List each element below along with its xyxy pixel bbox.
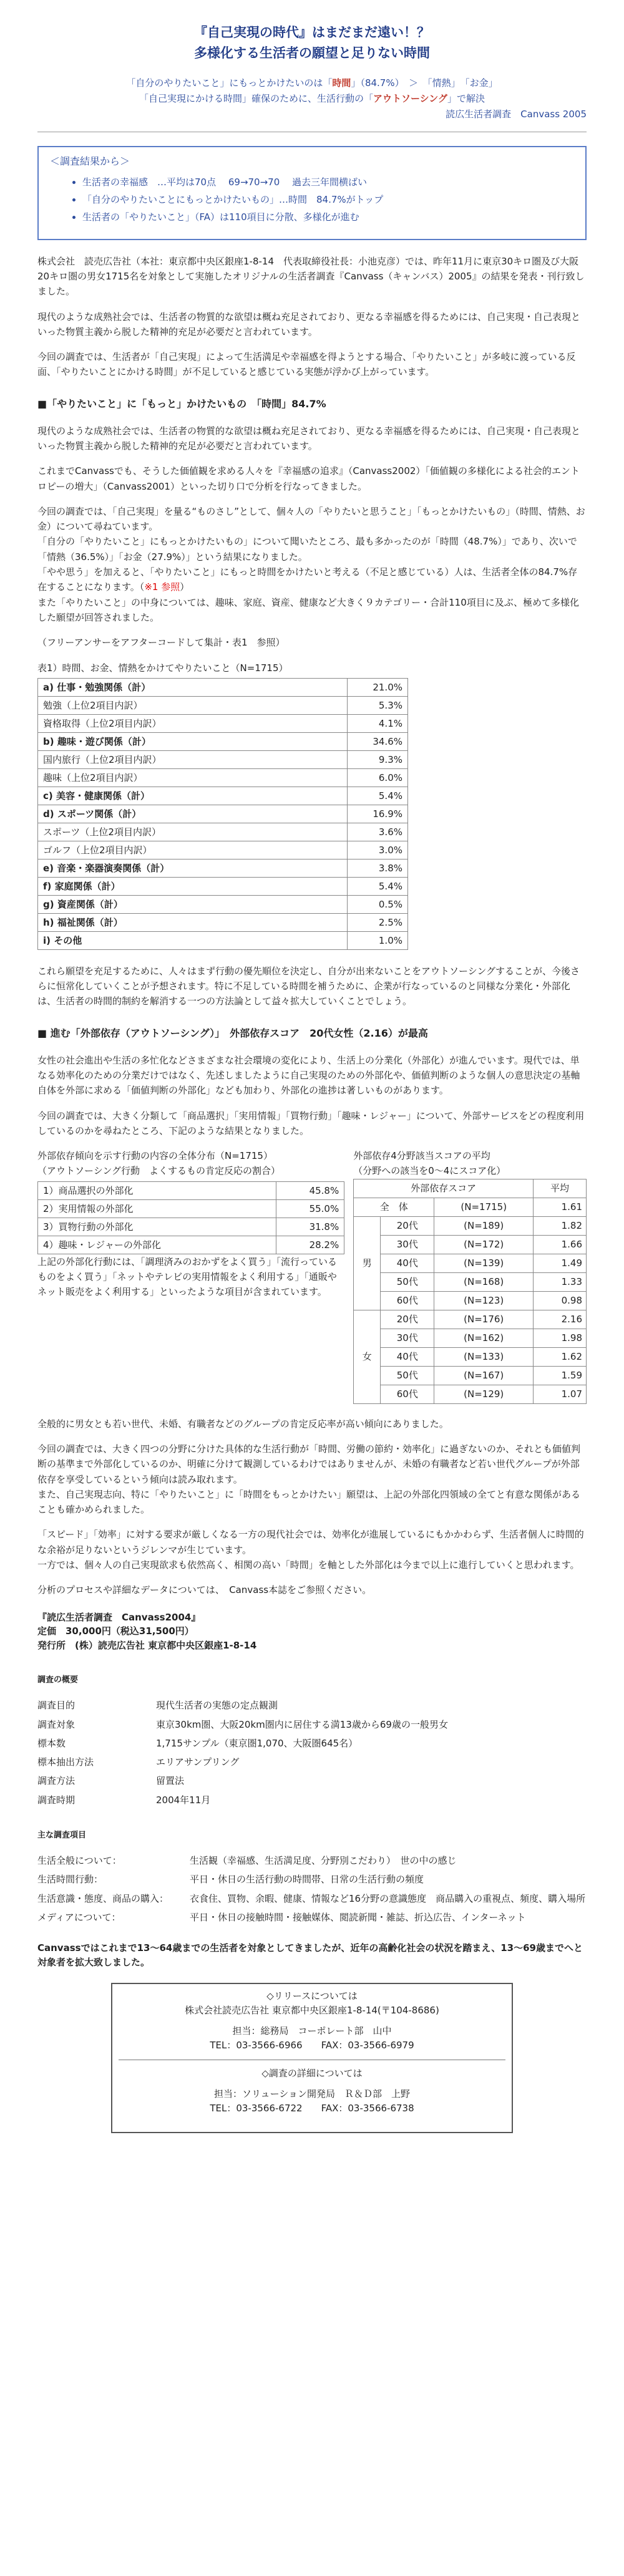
body-text: 「自分の「やりたいこと」にもっとかけたいもの」について聞いたところ、最も多かったのが「時間（48.7%）」であり、次いで「情熱（36.5%）」「お金（27.9%）」という結果になりました。 bbox=[37, 536, 577, 563]
table-cell: 55.0% bbox=[276, 1199, 344, 1218]
table-cell: 30代 bbox=[381, 1329, 434, 1347]
overview-key: 調査対象 bbox=[37, 1718, 76, 1730]
table-row bbox=[38, 750, 408, 768]
table-cell: 資格取得（上位2項目内訳） bbox=[38, 714, 348, 732]
table-cell: 1.82 bbox=[534, 1216, 587, 1235]
contact-person: 担当：ソリューション開発局 Ｒ＆Ｄ部 上野 bbox=[214, 2088, 410, 2099]
table-row bbox=[38, 1236, 344, 1254]
score-block bbox=[353, 1148, 587, 1404]
table-cell: 0.5% bbox=[348, 895, 408, 913]
overview-value: 2004年11月 bbox=[156, 1794, 211, 1806]
section-heading-time: ■「やりたいこと」に「もっと」かけたいもの 「時間」84.7% bbox=[37, 397, 326, 410]
table-cell: 1.59 bbox=[534, 1366, 587, 1385]
table-cell: 20代 bbox=[381, 1310, 434, 1329]
item-key: 生活全般について： bbox=[37, 1855, 122, 1867]
title-line-2: 多様化する生活者の願望と足りない時間 bbox=[194, 45, 430, 61]
body-paragraph: 現代のような成熟社会では、生活者の物質的な欲望は概ね充足されており、更なる幸福感を得るためには、自己実現・自己表現といった物質主義から脱した精神的充足が必要だと言われています。 bbox=[37, 425, 581, 452]
body-paragraph bbox=[37, 1527, 587, 1572]
table-cell: 2.5% bbox=[348, 913, 408, 931]
contact-box bbox=[111, 1983, 513, 2134]
table-cell: 1.0% bbox=[348, 931, 408, 949]
table-cell: d) スポーツ関係（計） bbox=[38, 805, 348, 823]
item-key: メディアについて： bbox=[37, 1911, 121, 1923]
overview-key: 調査時期 bbox=[37, 1794, 76, 1806]
overview-value: 留置法 bbox=[156, 1775, 185, 1787]
subtitle-line-1 bbox=[37, 75, 587, 91]
table-cell: 21.0% bbox=[348, 678, 408, 696]
subtitle-highlight: アウトソーシング bbox=[373, 92, 448, 104]
closing-note: Canvassではこれまで13〜64歳までの生活者を対象としてきましたが、近年の高齢化社会の状況を踏まえ、13〜69歳までへと対象者を拡大致しました。 bbox=[37, 1942, 583, 1968]
table-cell: 5.4% bbox=[348, 877, 408, 895]
body-text: 今回の調査では、「自己実現」を量る“ものさし”として、個々人の「やりたいと思うこと」「もっとかけたいもの」（時間、情熱、お金）について尋ねています。 bbox=[37, 505, 585, 533]
table-row bbox=[38, 931, 408, 949]
table-cell: 1.49 bbox=[534, 1254, 587, 1272]
table-row bbox=[38, 787, 408, 805]
table-cell: (N=129) bbox=[434, 1385, 534, 1403]
overview-value: エリアサンプリング bbox=[156, 1756, 240, 1768]
page-title bbox=[37, 22, 587, 63]
subtitle-text: 」（84.7%） ＞ 「情熱」 「お金」 bbox=[351, 77, 498, 89]
subtitle-highlight: 時間 bbox=[332, 77, 351, 89]
table-cell: (N=139) bbox=[434, 1254, 534, 1272]
contact-heading: ◇リリースについては bbox=[266, 1990, 358, 2002]
body-text: また「やりたいこと」の中身については、趣味、家庭、資産、健康など大きく９カテゴリー・合計110項目に及ぶ、極めて多様化した願望が回答されました。 bbox=[37, 596, 580, 623]
subtitle-text: 」で解決 bbox=[447, 92, 485, 104]
item-value: 衣食住、買物、余暇、健康、情報など16分野の意識態度 商品購入の重視点、頻度、購入場所 bbox=[190, 1892, 586, 1904]
body-text: 「スピード」「効率」に対する要求が厳しくなる一方の現代社会では、効率化が進展しているにもかかわらず、生活者個人に時間的な余裕が足りないというジレンマが生じています。 bbox=[37, 1529, 584, 1556]
table-cell: 趣味（上位2項目内訳） bbox=[38, 768, 348, 787]
items-list bbox=[37, 1853, 587, 1925]
table-header: 外部依存スコア bbox=[354, 1179, 534, 1198]
wish-table bbox=[37, 678, 408, 950]
table-row bbox=[354, 1385, 587, 1403]
item-value: 平日・休日の生活行動の時間帯、日常の生活行動の頻度 bbox=[190, 1874, 424, 1886]
table-cell: 3.0% bbox=[348, 841, 408, 859]
body-paragraph: これら願望を充足するために、人々はまず行動の優先順位を決定し、自分が出来ないことをアウトソーシングすることが、今後さらに恒常化していくことが予想されます。特に不足している時間を補うために、企業が行なっているのと同様な分業化・外部化は、生活者の時間的制約を解消する一つの方法論として益々拡大していくことでしょう。 bbox=[37, 965, 580, 1007]
distribution-subcaption: （アウトソーシング行動 よくするもの肯定反応の割合） bbox=[37, 1165, 281, 1177]
item-key: 生活意識・態度、商品の購入： bbox=[37, 1892, 169, 1904]
table-cell: 4）趣味・レジャーの外部化 bbox=[38, 1236, 276, 1254]
release-contact bbox=[119, 1989, 505, 2053]
table-header: 平均 bbox=[534, 1179, 587, 1198]
table-cell: 1）商品選択の外部化 bbox=[38, 1181, 276, 1199]
body-paragraph bbox=[37, 1441, 587, 1517]
overview-value: 現代生活者の実態の定点観測 bbox=[156, 1700, 278, 1712]
table-cell: 5.3% bbox=[348, 696, 408, 714]
body-text: 一方では、個々人の自己実現欲求も依然高く、相関の高い「時間」を軸とした外部化は今まで以上に進行していくと思われます。 bbox=[37, 1559, 580, 1571]
press-release bbox=[19, 0, 605, 2158]
results-item: • 「自分のやりたいことにもっとかけたいもの」…時間 84.7%がトップ bbox=[82, 192, 574, 207]
table-cell: 45.8% bbox=[276, 1181, 344, 1199]
table-row bbox=[38, 841, 408, 859]
table-row bbox=[354, 1329, 587, 1347]
contact-person: 担当：総務局 コーポレート部 山中 bbox=[232, 2025, 392, 2037]
table-row bbox=[38, 1199, 344, 1218]
overview-value: 東京30km圏、大阪20km圏内に居住する満13歳から69歳の一般男女 bbox=[156, 1718, 448, 1730]
table-row bbox=[38, 732, 408, 750]
item-value: 平日・休日の接触時間・接触媒体、閲読新聞・雑誌、折込広告、インターネット bbox=[190, 1911, 526, 1923]
table-row bbox=[354, 1366, 587, 1385]
body-text: 今回の調査では、大きく四つの分野に分けた具体的な生活行動が「時間、労働の節約・効率化」に過ぎないのか、それとも価値判断の基準まで外部化しているのか、明確に分けて観測しているわけではありませんが、未婚の有職者など若い世代グループが外部依存を享受しているという傾向は読み取れます。 bbox=[37, 1443, 581, 1485]
publication-price: 定価 30,000円（税込31,500円） bbox=[37, 1625, 194, 1637]
items-heading: 主な調査項目 bbox=[37, 1831, 87, 1840]
intro-paragraph: 株式会社 読売広告社（本社：東京都中央区銀座1-8-14 代表取締役社長：小池克彦）では、昨年11月に東京30キロ圏及び大阪20キロ圏の男女1715名を対象として実施したオリジナルの生活者調査『Canvass（キャンバス）2005』の結果を発表・刊行致しました。 bbox=[37, 255, 585, 298]
table-row bbox=[38, 859, 408, 877]
table-cell: 全 体 bbox=[354, 1198, 434, 1216]
table-row bbox=[38, 805, 408, 823]
publication-title: 『読広生活者調査 Canvass2004』 bbox=[37, 1611, 201, 1623]
overview-key: 標本抽出方法 bbox=[37, 1756, 94, 1768]
table-cell: (N=189) bbox=[434, 1216, 534, 1235]
distribution-caption: 外部依存傾向を示す行動の内容の全体分布（N=1715） bbox=[37, 1150, 273, 1162]
overview-key: 標本数 bbox=[37, 1737, 66, 1749]
distribution-table bbox=[37, 1181, 344, 1254]
results-item: • 生活者の「やりたいこと」（FA）は110項目に分散、多様化が進む bbox=[82, 210, 574, 225]
body-paragraph: これまでCanvassでも、そうした価値観を求める人々を『幸福感の追求』（Canvass2002）「価値観の多様化による社会的エントロピーの増大」（Canvass2001）といった切り口で分析を行なってきました。 bbox=[37, 465, 580, 492]
body-paragraph: 分析のプロセスや詳細なデータについては、 Canvass本誌をご参照ください。 bbox=[37, 1584, 372, 1596]
table-row bbox=[354, 1254, 587, 1272]
table-cell: 3.6% bbox=[348, 823, 408, 841]
table-cell: 国内旅行（上位2項目内訳） bbox=[38, 750, 348, 768]
table-row bbox=[354, 1310, 587, 1329]
table-cell: 6.0% bbox=[348, 768, 408, 787]
fa-note: （フリーアンサーをアフターコードして集計・表1 参照） bbox=[37, 637, 285, 649]
table-cell: b) 趣味・遊び関係（計） bbox=[38, 732, 348, 750]
contact-heading: ◇調査の詳細については bbox=[261, 2067, 363, 2079]
title-line-1: 『自己実現の時代』はまだまだ遠い！？ bbox=[194, 25, 430, 40]
table-row bbox=[38, 696, 408, 714]
table-cell: 1.66 bbox=[534, 1235, 587, 1254]
table-cell: 60代 bbox=[381, 1385, 434, 1403]
table-row bbox=[38, 877, 408, 895]
table-cell: 16.9% bbox=[348, 805, 408, 823]
table-cell: (N=176) bbox=[434, 1310, 534, 1329]
contact-org: 株式会社読売広告社 東京都中央区銀座1-8-14(〒104-8686) bbox=[185, 2004, 439, 2016]
table-row bbox=[38, 678, 408, 696]
table-cell: 1.62 bbox=[534, 1347, 587, 1366]
section-heading-outsourcing: ■ 進む「外部依存（アウトソーシング）」 外部依存スコア 20代女性（2.16）が最高 bbox=[37, 1027, 428, 1039]
table-cell: 勉強（上位2項目内訳） bbox=[38, 696, 348, 714]
item-value: 生活観（幸福感、生活満足度、分野別こだわり） 世の中の感じ bbox=[190, 1855, 457, 1867]
publication-publisher: 発行所 (株）読売広告社 東京都中央区銀座1-8-14 bbox=[37, 1639, 257, 1651]
table-cell: 0.98 bbox=[534, 1291, 587, 1310]
table-cell: 30代 bbox=[381, 1235, 434, 1254]
table-cell: 31.8% bbox=[276, 1218, 344, 1236]
byline: 読広生活者調査 Canvass 2005 bbox=[446, 108, 587, 120]
table-cell: i) その他 bbox=[38, 931, 348, 949]
table-row bbox=[38, 1181, 344, 1199]
table-cell: 34.6% bbox=[348, 732, 408, 750]
table-cell: (N=123) bbox=[434, 1291, 534, 1310]
table-cell: 女 bbox=[354, 1310, 381, 1403]
overview-value: 1,715サンプル（東京圏1,070、大阪圏645名） bbox=[156, 1737, 358, 1749]
table-cell: スポーツ（上位2項目内訳） bbox=[38, 823, 348, 841]
table-row bbox=[38, 1218, 344, 1236]
table-cell: 50代 bbox=[381, 1366, 434, 1385]
table-cell: h) 福祉関係（計） bbox=[38, 913, 348, 931]
table-cell: 28.2% bbox=[276, 1236, 344, 1254]
table-cell: 2）実用情報の外部化 bbox=[38, 1199, 276, 1218]
table-cell: e) 音楽・楽器演奏関係（計） bbox=[38, 859, 348, 877]
table-cell: (N=168) bbox=[434, 1272, 534, 1291]
table-cell: 1.98 bbox=[534, 1329, 587, 1347]
table-cell: (N=1715) bbox=[434, 1198, 534, 1216]
table-row bbox=[354, 1216, 587, 1235]
results-heading: ＜調査結果から＞ bbox=[50, 155, 130, 167]
table-cell: 1.61 bbox=[534, 1198, 587, 1216]
table-cell: 3）買物行動の外部化 bbox=[38, 1218, 276, 1236]
body-paragraph bbox=[37, 504, 587, 625]
overview-list bbox=[37, 1698, 587, 1808]
distribution-note: 上記の外部化行動には、「調理済みのおかずをよく買う」「流行っているものをよく買う」「ネットやテレビの実用情報をよく利用する」「通販やネット販売をよく利用する」といったような項目が含まれています。 bbox=[37, 1256, 338, 1298]
intro-paragraph: 今回の調査では、生活者が「自己実現」によって生活満足や幸福感を得ようとする場合、「やりたいこと」が多岐に渡っている反面、「やりたいことにかける時間」が不足していると感じている実態が浮かび上がっています。 bbox=[37, 351, 576, 378]
table-cell: (N=162) bbox=[434, 1329, 534, 1347]
table-cell: (N=167) bbox=[434, 1366, 534, 1385]
table-row bbox=[354, 1235, 587, 1254]
table-cell: 40代 bbox=[381, 1254, 434, 1272]
outsourcing-tables bbox=[37, 1148, 587, 1404]
overview-heading: 調査の概要 bbox=[37, 1675, 79, 1685]
table-row bbox=[354, 1291, 587, 1310]
table-cell: 20代 bbox=[381, 1216, 434, 1235]
body-paragraph: 女性の社会進出や生活の多忙化などさまざまな社会環境の変化により、生活上の分業化（外部化）が進んでいます。現代では、単なる効率化のための分業だけではなく、先述しましたように自己実現のための外部化や、価値判断のような個人の意思決定の基軸自体を外部に求める「価値判断の外部化」なども加わり、外部化の進捗は著しいものがあります。 bbox=[37, 1054, 580, 1097]
results-list bbox=[50, 175, 574, 225]
score-subcaption: （分野への該当を0〜4にスコア化） bbox=[353, 1165, 506, 1177]
score-table bbox=[353, 1179, 587, 1404]
body-paragraph: 全般的に男女とも若い世代、未婚、有職者などのグループの肯定反応率が高い傾向にありました。 bbox=[37, 1418, 449, 1430]
table-cell: a) 仕事・勉強関係（計） bbox=[38, 678, 348, 696]
score-caption: 外部依存4分野該当スコアの平均 bbox=[353, 1150, 490, 1162]
table-cell: 3.8% bbox=[348, 859, 408, 877]
table-cell: 5.4% bbox=[348, 787, 408, 805]
overview-key: 調査方法 bbox=[37, 1775, 76, 1787]
results-item: • 生活者の幸福感 …平均は70点 69→70→70 過去三年間横ばい bbox=[82, 175, 574, 190]
body-paragraph: 今回の調査では、大きく分類して「商品選択」「実用情報」「買物行動」「趣味・レジャー」について、外部サービスをどの程度利用しているのかを尋ねたところ、下記のような結果となりました。 bbox=[37, 1110, 585, 1136]
table-row bbox=[354, 1272, 587, 1291]
table-row bbox=[38, 823, 408, 841]
table-cell: ゴルフ（上位2項目内訳） bbox=[38, 841, 348, 859]
table-cell: c) 美容・健康関係（計） bbox=[38, 787, 348, 805]
body-text: 「やや思う」を加えると、「やりたいこと」にもっと時間をかけたいと考える（不足と感じている）人は、生活者全体の84.7%存在することになります。（ bbox=[37, 566, 578, 593]
table-row bbox=[38, 895, 408, 913]
body-text: ） bbox=[180, 581, 190, 593]
table-row bbox=[354, 1198, 587, 1216]
detail-contact bbox=[119, 2066, 505, 2116]
footnote-ref: ※1 参照 bbox=[144, 581, 180, 593]
table-cell: 2.16 bbox=[534, 1310, 587, 1329]
intro-paragraph: 現代のような成熟社会では、生活者の物質的な欲望は概ね充足されており、更なる幸福感を得るためには、自己実現・自己表現といった物質主義から脱した精神的充足が必要だと言われています。 bbox=[37, 311, 581, 337]
table-cell: (N=133) bbox=[434, 1347, 534, 1366]
table-row bbox=[38, 768, 408, 787]
table-cell: (N=172) bbox=[434, 1235, 534, 1254]
publication-info bbox=[37, 1610, 587, 1653]
body-text: また、自己実現志向、特に「やりたいこと」に「時間をもっとかけたい」願望は、上記の外部化四領域の全てと有意な関係があることも確かめられました。 bbox=[37, 1488, 581, 1516]
results-box bbox=[37, 146, 587, 240]
subtitle-line-2 bbox=[37, 91, 587, 107]
table-header-row bbox=[354, 1179, 587, 1198]
item-key: 生活時間行動： bbox=[37, 1874, 104, 1886]
table-cell: 1.07 bbox=[534, 1385, 587, 1403]
table-row bbox=[38, 714, 408, 732]
table-cell: 9.3% bbox=[348, 750, 408, 768]
subtitle-text: 「自分のやりたいこと」にもっとかけたいのは「 bbox=[126, 77, 333, 89]
table1-caption: 表1）時間、お金、情熱をかけてやりたいこと（N=1715） bbox=[37, 662, 288, 674]
contact-tel: TEL：03-3566-6966 FAX：03-3566-6979 bbox=[210, 2040, 414, 2051]
table-row bbox=[38, 913, 408, 931]
contact-tel: TEL：03-3566-6722 FAX：03-3566-6738 bbox=[210, 2103, 414, 2114]
overview-key: 調査目的 bbox=[37, 1700, 76, 1712]
table-cell: 4.1% bbox=[348, 714, 408, 732]
table-cell: g) 資産関係（計） bbox=[38, 895, 348, 913]
table-cell: 1.33 bbox=[534, 1272, 587, 1291]
table-cell: 50代 bbox=[381, 1272, 434, 1291]
table-row bbox=[354, 1347, 587, 1366]
table-cell: f) 家庭関係（計） bbox=[38, 877, 348, 895]
distribution-block bbox=[37, 1148, 344, 1404]
table-cell: 40代 bbox=[381, 1347, 434, 1366]
table-cell: 男 bbox=[354, 1216, 381, 1310]
table-cell: 60代 bbox=[381, 1291, 434, 1310]
subtitle-text: 「自己実現にかける時間」確保のために、生活行動の「 bbox=[139, 92, 373, 104]
